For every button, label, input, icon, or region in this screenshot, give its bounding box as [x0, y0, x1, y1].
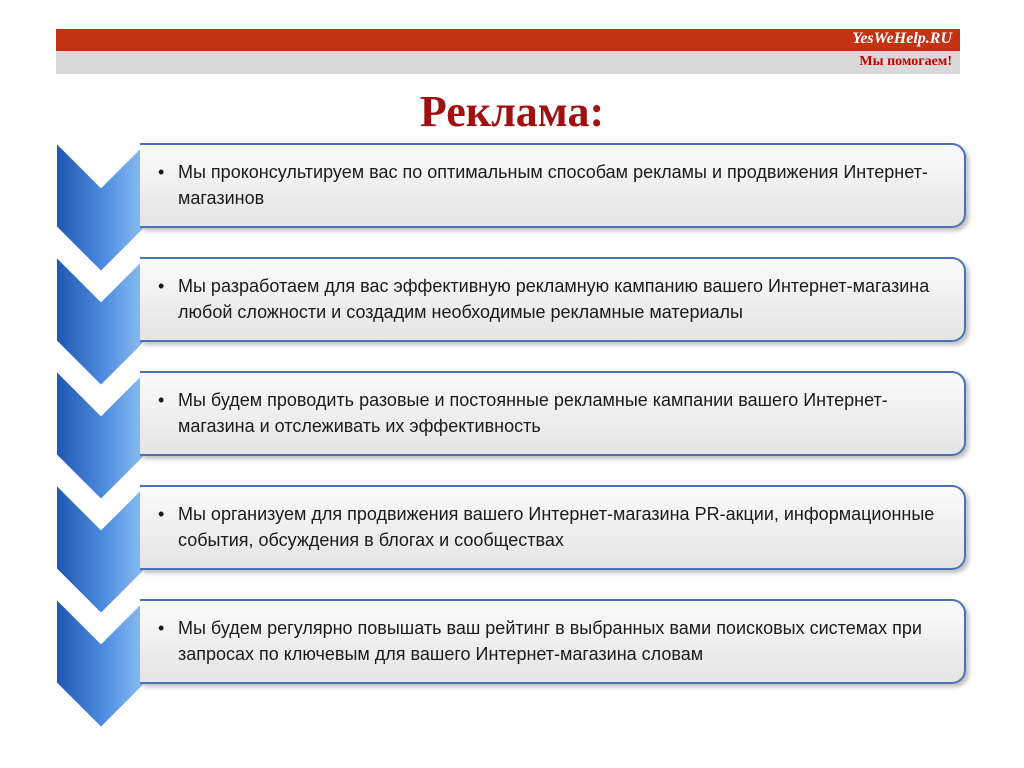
step-card [140, 371, 966, 456]
step-text: • Мы проконсультируем вас по оптимальным способам рекламы и продвижения Интернет-магазинов [158, 159, 952, 211]
step-text: • Мы будем проводить разовые и постоянные рекламные кампании вашего Интернет-магазина и отслеживать их эффективность [158, 387, 952, 439]
step-card [140, 257, 966, 342]
header-bar [56, 29, 960, 51]
bullet-icon: • [158, 504, 165, 524]
bullet-icon: • [158, 276, 165, 296]
step-text: • Мы будем регулярно повышать ваш рейтинг в выбранных вами поисковых системах при запросах по ключевым для вашего Интернет-магазина словам [158, 615, 952, 667]
tagline: Мы помогаем! [859, 54, 952, 69]
chevron-arrow-icon [56, 598, 146, 728]
chevron-arrow-icon [56, 142, 146, 272]
page-title: Реклама: [419, 87, 605, 136]
step-text: • Мы разработаем для вас эффективную рекламную кампанию вашего Интернет-магазина любой сложности и создадим необходимые рекламные материалы [158, 273, 952, 325]
step-card [140, 143, 966, 228]
bullet-icon: • [158, 618, 165, 638]
bullet-icon: • [158, 390, 165, 410]
bullet-icon: • [158, 162, 165, 182]
tagline-bar [56, 51, 960, 74]
chevron-arrow-icon [56, 256, 146, 386]
brand-name: YesWeHelp.RU [852, 30, 952, 47]
step-card [140, 485, 966, 570]
step-text: • Мы организуем для продвижения вашего Интернет-магазина PR-акции, информационные события, обсуждения в блогах и сообществах [158, 501, 952, 553]
step-card [140, 599, 966, 684]
chevron-arrow-icon [56, 370, 146, 500]
chevron-arrow-icon [56, 484, 146, 614]
